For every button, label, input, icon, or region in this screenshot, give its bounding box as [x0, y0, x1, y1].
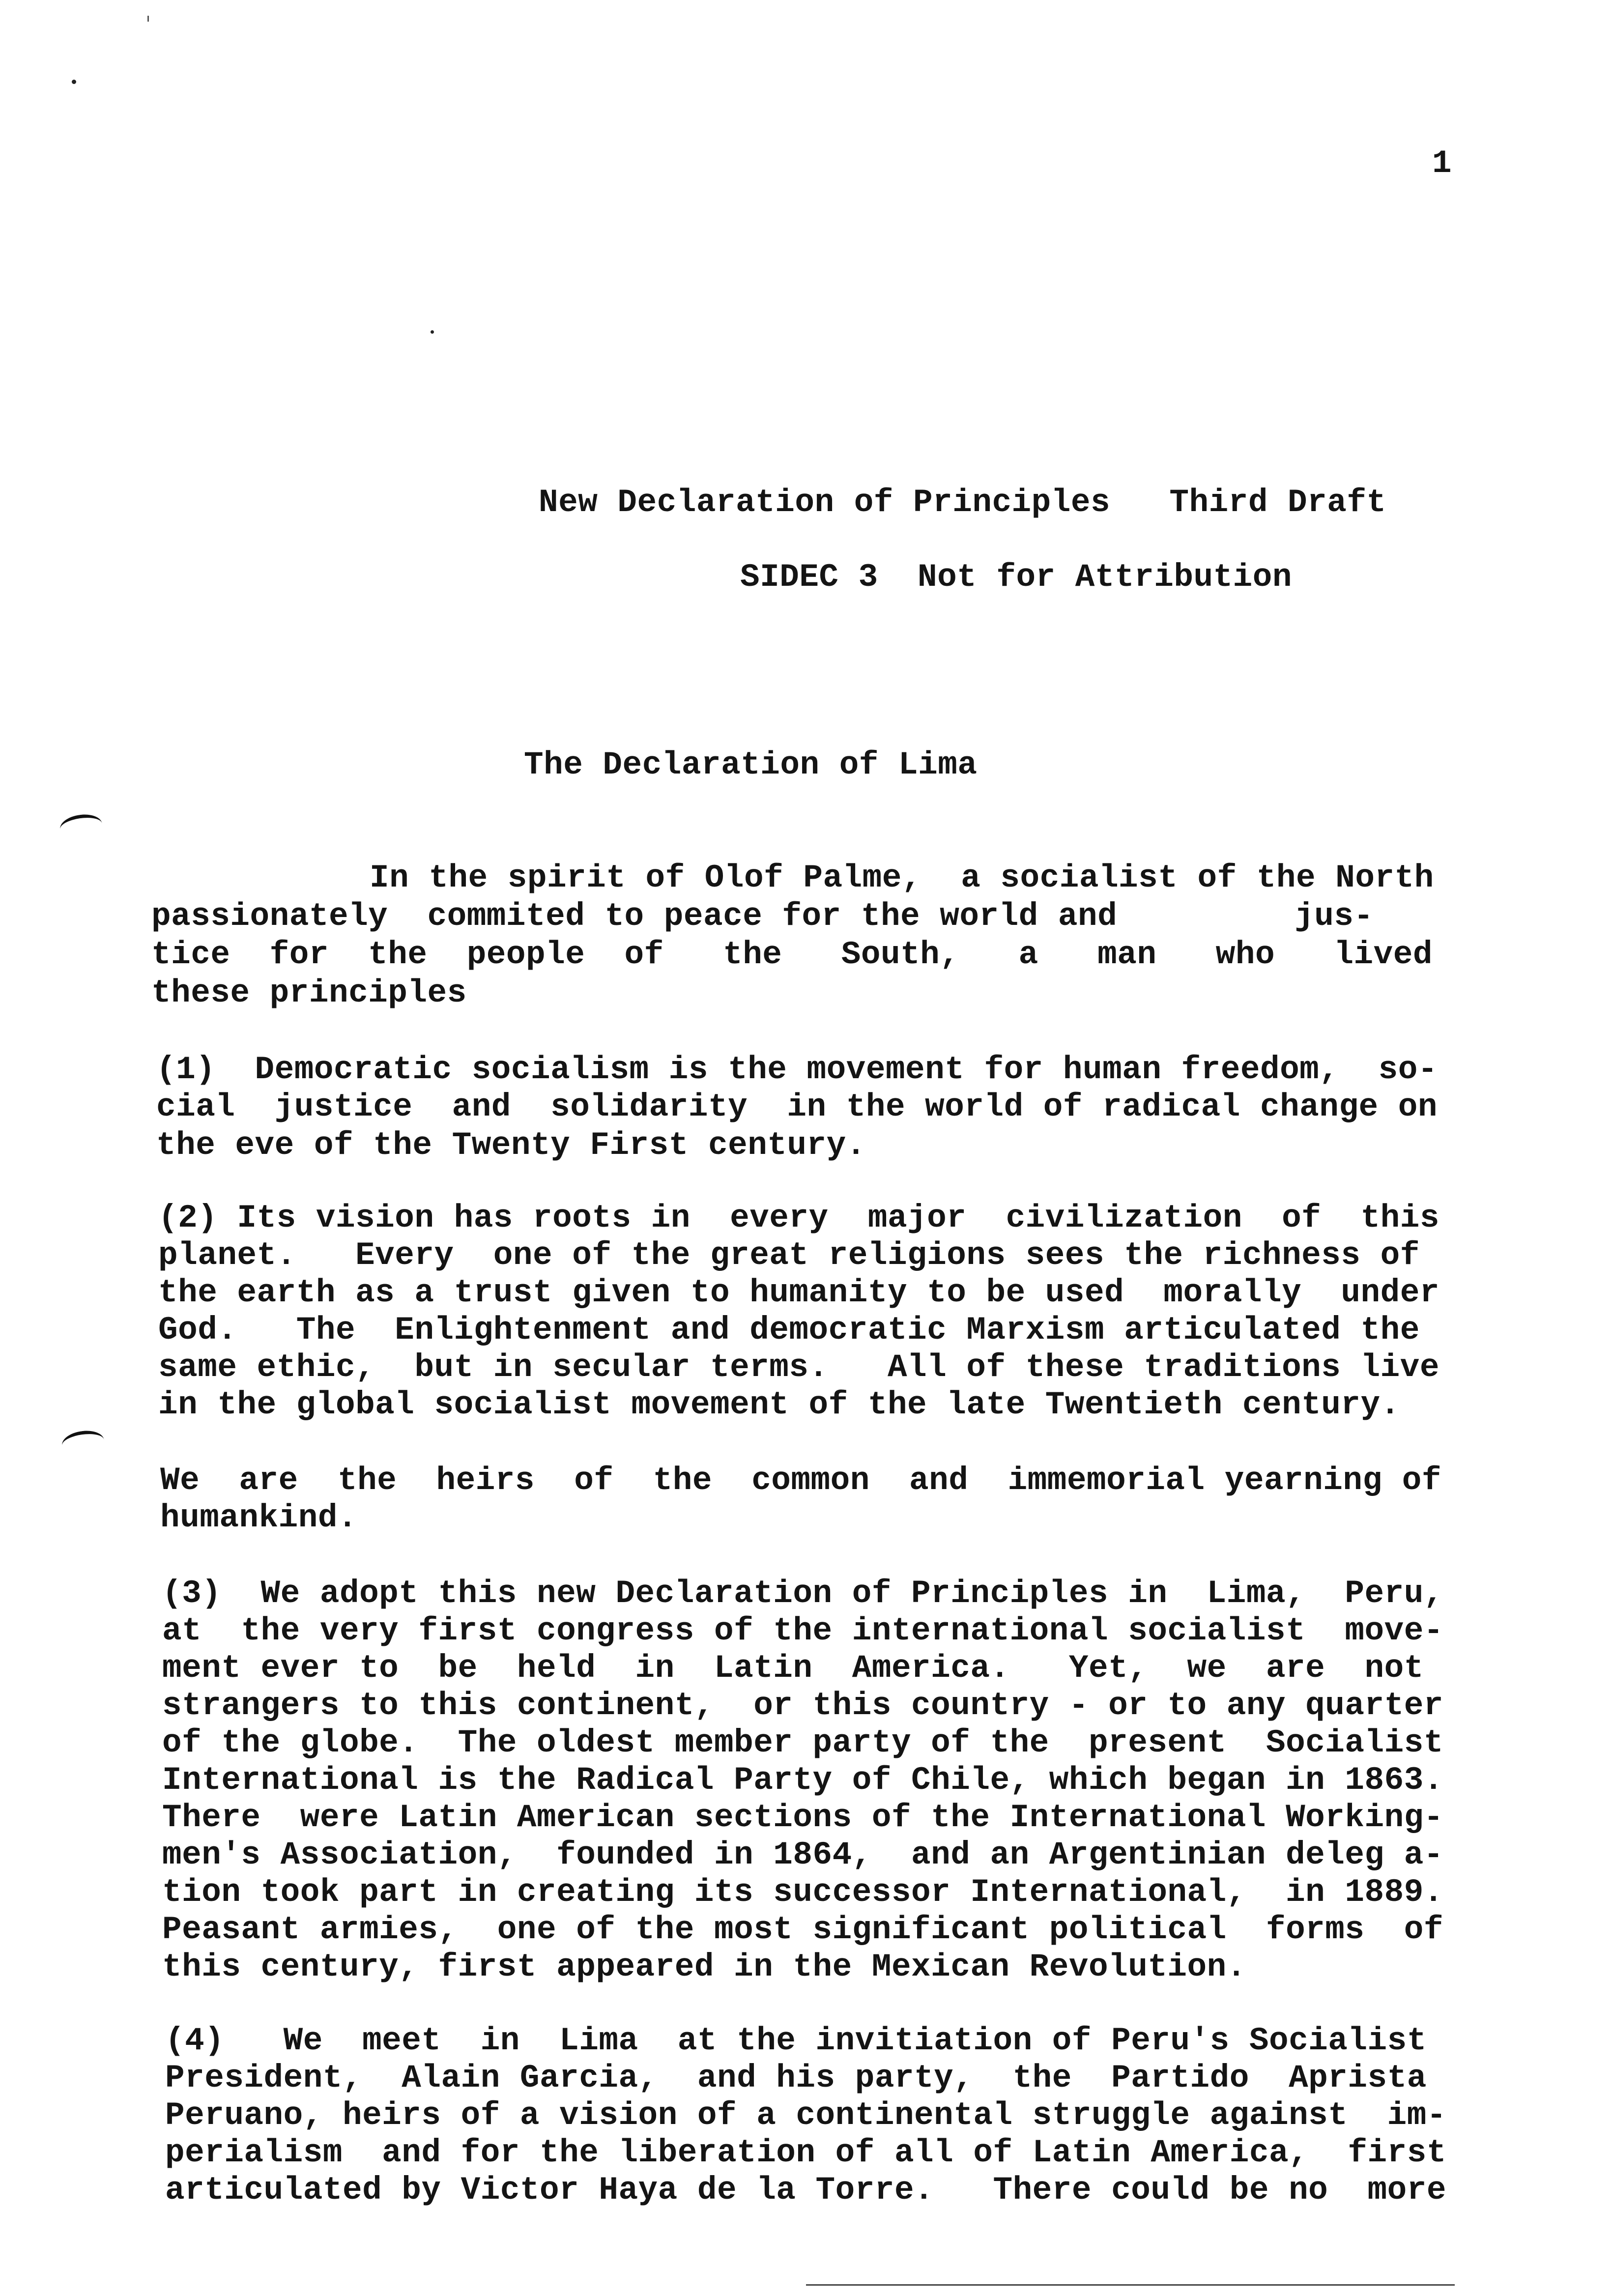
- paragraph-4-line: perialism and for the liberation of all of Latin America, first: [165, 2134, 1446, 2171]
- paragraph-1-line: the eve of the Twenty First century.: [156, 1127, 866, 1164]
- header-line-1: New Declaration of Principles Third Draft: [539, 484, 1386, 521]
- paragraph-3-line: There were Latin American sections of the International Working-: [162, 1799, 1443, 1836]
- paragraph-3-line: men's Association, founded in 1864, and an Argentinian deleg a-: [162, 1837, 1443, 1873]
- header-line-2: SIDEC 3 Not for Attribution: [740, 559, 1292, 596]
- margin-arc-mark: [58, 812, 104, 841]
- preamble-line: In the spirit of Olof Palme, a socialist of the North: [370, 860, 1434, 896]
- paragraph-1-line: cial justice and solidarity in the world of radical change on: [156, 1089, 1438, 1125]
- paragraph-2-line: in the global socialist movement of the late Twentieth century.: [158, 1386, 1400, 1423]
- paragraph-2-line: the earth as a trust given to humanity to be used morally under: [158, 1274, 1439, 1311]
- paragraph-4-line: articulated by Victor Haya de la Torre. There could be no more: [165, 2172, 1446, 2209]
- paragraph-3-line: International is the Radical Party of Chile, which began in 1863.: [162, 1762, 1443, 1799]
- paragraph-4-line: Peruano, heirs of a vision of a continental struggle against im-: [165, 2097, 1446, 2134]
- scan-speck: [72, 80, 76, 84]
- paragraph-3-line: tion took part in creating its successor International, in 1889.: [162, 1874, 1443, 1911]
- paragraph-3-line: (3) We adopt this new Declaration of Principles in Lima, Peru,: [162, 1575, 1443, 1612]
- paragraph-2-line: God. The Enlightenment and democratic Marxism articulated the: [158, 1312, 1420, 1349]
- bottom-rule: [806, 2284, 1455, 2286]
- scan-mark: [147, 16, 149, 22]
- page-number: 1: [1432, 145, 1452, 182]
- preamble-line: tice for the people of the South, a man who lived: [151, 936, 1433, 973]
- paragraph-3-line: ment ever to be held in Latin America. Yet, we are not: [162, 1650, 1424, 1687]
- paragraph-2-line: same ethic, but in secular terms. All of these traditions live: [158, 1349, 1439, 1386]
- scan-speck: [431, 330, 434, 334]
- preamble-line: passionately commited to peace for the world and jus-: [151, 898, 1374, 935]
- heirs-line: humankind.: [160, 1499, 358, 1536]
- document-title: The Declaration of Lima: [524, 746, 978, 783]
- preamble-line: these principles: [151, 975, 467, 1011]
- paragraph-4-line: President, Alain Garcia, and his party, the Partido Aprista: [165, 2060, 1427, 2096]
- paragraph-3-line: of the globe. The oldest member party of the present Socialist: [162, 1724, 1443, 1761]
- margin-arc-mark: [60, 1428, 106, 1457]
- paragraph-3-line: this century, first appeared in the Mexican Revolution.: [162, 1949, 1246, 1985]
- paragraph-4-line: (4) We meet in Lima at the invitiation of Peru's Socialist: [165, 2022, 1427, 2059]
- paragraph-2-line: (2) Its vision has roots in every major civilization of this: [158, 1200, 1439, 1236]
- paragraph-2-line: planet. Every one of the great religions sees the richness of: [158, 1237, 1420, 1274]
- paragraph-3-line: strangers to this continent, or this country - or to any quarter: [162, 1687, 1443, 1724]
- heirs-line: We are the heirs of the common and immemorial yearning of: [160, 1462, 1441, 1499]
- paragraph-1-line: (1) Democratic socialism is the movement for human freedom, so-: [156, 1051, 1438, 1088]
- paragraph-3-line: at the very first congress of the international socialist move-: [162, 1612, 1443, 1649]
- paragraph-3-line: Peasant armies, one of the most significant political forms of: [162, 1911, 1443, 1948]
